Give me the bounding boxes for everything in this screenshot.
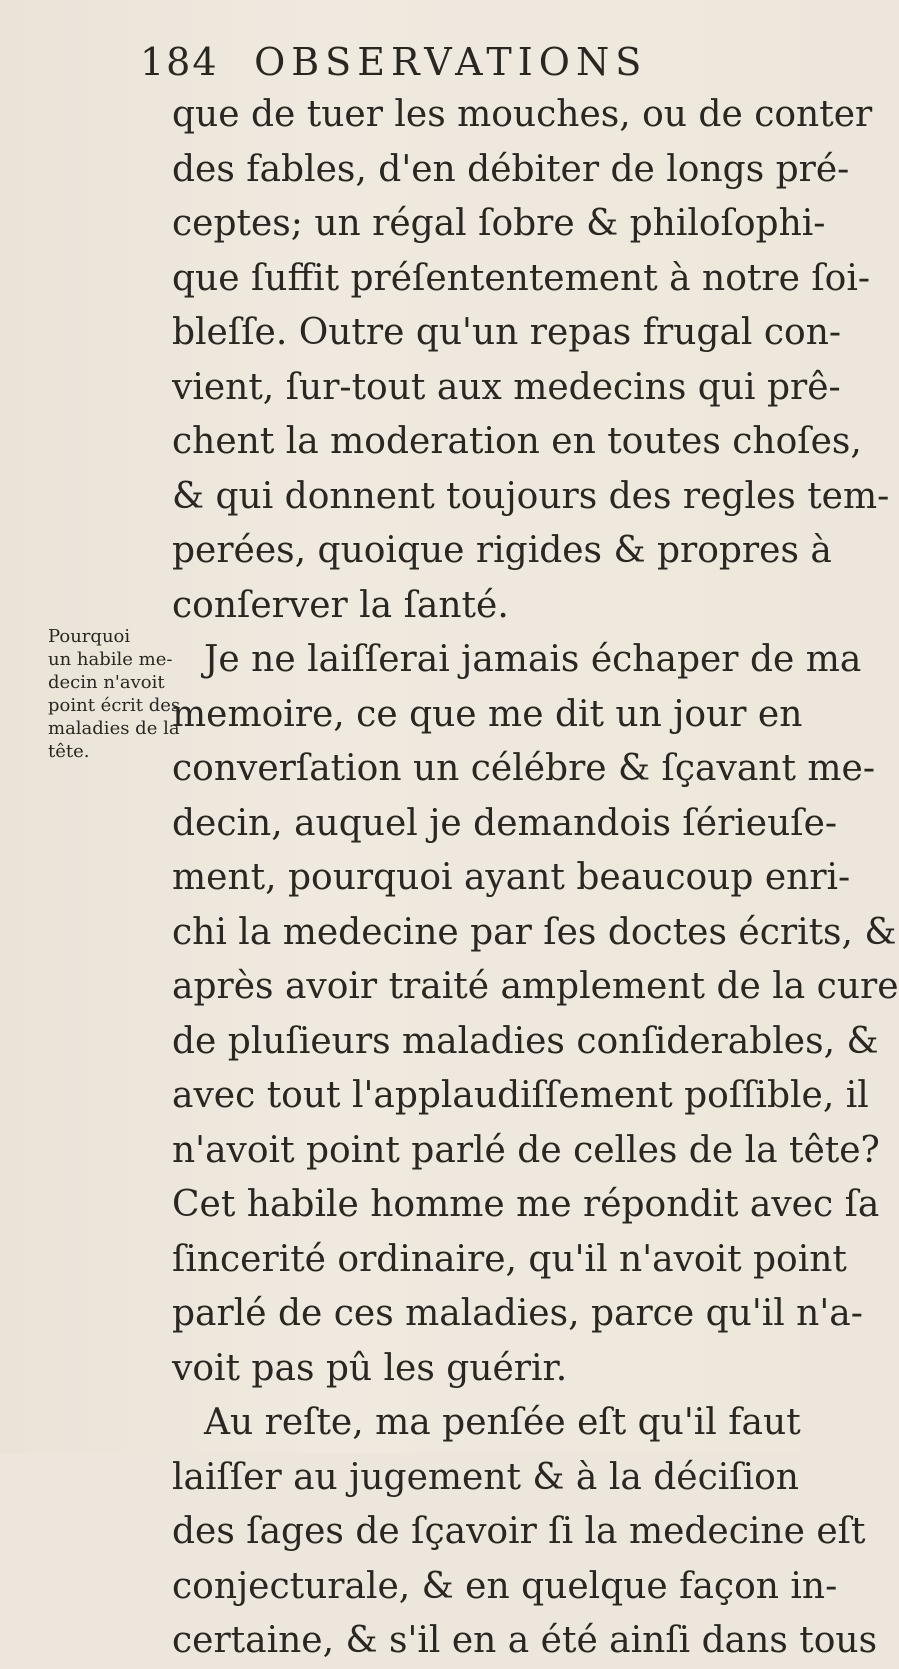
paragraph-start-line: Au reſte, ma penſée eſt qu'il faut (204, 1402, 801, 1443)
text-line: laiſſer au jugement & à la déciſion (172, 1456, 799, 1498)
text-line: n'avoit point parlé de celles de la tête? (172, 1129, 880, 1171)
text-line: ceptes; un régal ſobre & philoſophi- (172, 203, 826, 244)
text-line: certaine, & s'il en a été ainſi dans tous (172, 1620, 878, 1661)
text-line: ſincerité ordinaire, qu'il n'avoit point (172, 1238, 847, 1280)
text-line: decin, auquel je demandois ſérieuſe- (172, 802, 838, 844)
margin-note-line: tête. (48, 741, 90, 762)
text-line: que ſuffit préſententement à notre ſoi- (172, 257, 870, 299)
text-line: parlé de ces maladies, parce qu'il n'a- (172, 1293, 863, 1334)
margin-note-line: Pourquoi (48, 626, 131, 647)
text-line: avec tout l'applaudiſſement poſſible, il (172, 1075, 869, 1116)
text-line: perées, quoique rigides & propres à (172, 530, 832, 571)
text-line: converſation un célébre & ſçavant me- (172, 748, 875, 789)
body-text (172, 88, 899, 1669)
running-header (140, 40, 647, 84)
text-line: des fables, d'en débiter de longs pré- (172, 148, 850, 190)
text-line: que de tuer les mouches, ou de conter (172, 94, 873, 135)
running-title: OBSERVATIONS (254, 40, 648, 84)
text-line: conſerver la ſanté. (172, 584, 509, 626)
text-line: & qui donnent toujours des regles tem- (172, 475, 890, 517)
margin-note-line: un habile me- (48, 649, 173, 670)
margin-note-line: decin n'avoit (48, 672, 165, 693)
text-line: bleſſe. Outre qu'un repas frugal con- (172, 312, 842, 353)
text-line: vient, ſur-tout aux medecins qui prê- (172, 366, 841, 408)
text-line: chi la medecine par ſes doctes écrits, & (172, 911, 897, 953)
text-line: de pluſieurs maladies conſiderables, & (172, 1020, 879, 1062)
page-number: 184 (140, 40, 219, 84)
text-line: après avoir traité amplement de la cure (172, 966, 899, 1007)
text-line: des ſages de ſçavoir ſi la medecine eſt (172, 1511, 866, 1552)
text-line: ment, pourquoi ayant beaucoup enri- (172, 857, 851, 898)
margin-note-line: maladies de la (48, 718, 180, 739)
margin-note (48, 625, 181, 763)
margin-note-line: point écrit des (48, 695, 181, 716)
text-line: conjecturale, & en quelque façon in- (172, 1565, 838, 1607)
text-line: chent la moderation en toutes choſes, (172, 421, 862, 462)
paragraph-start-line: Je ne laiſſerai jamais échaper de ma (204, 639, 862, 680)
text-line: voit pas pû les guérir. (172, 1347, 568, 1389)
text-line: Cet habile homme me répondit avec ſa (172, 1184, 880, 1225)
text-line: memoire, ce que me dit un jour en (172, 693, 803, 735)
